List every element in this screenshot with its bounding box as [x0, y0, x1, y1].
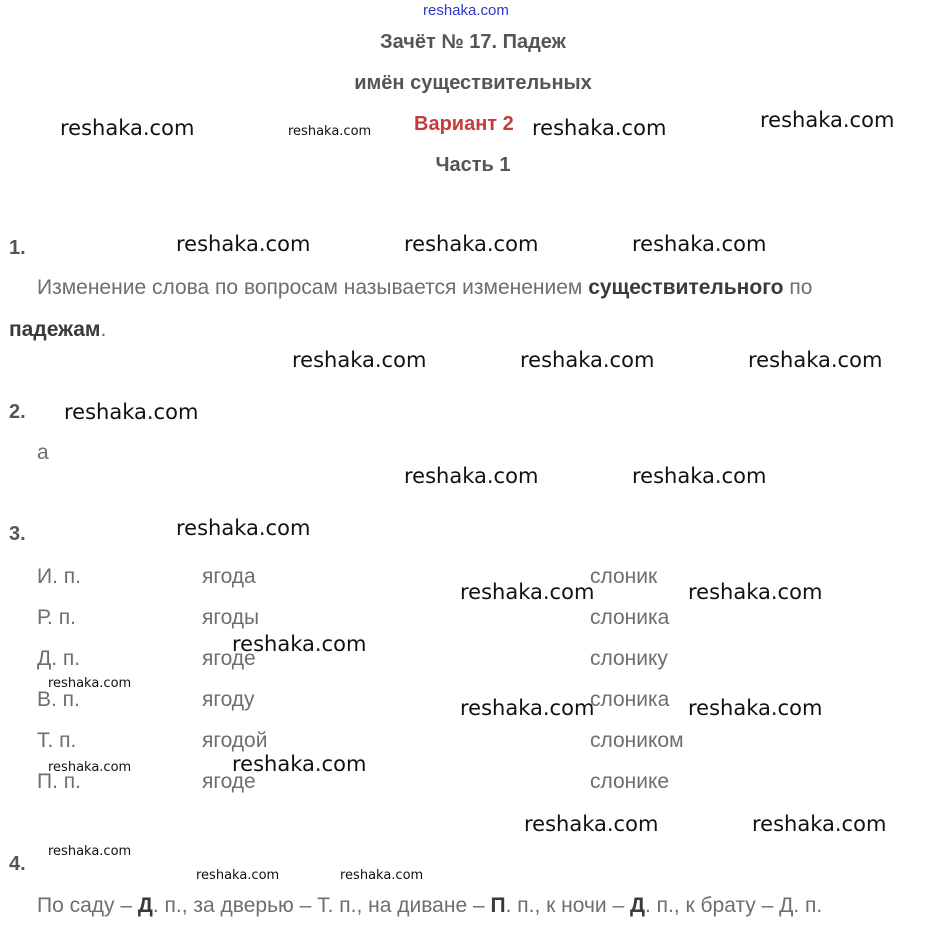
word-slonik: слонике — [590, 770, 670, 793]
watermark: reshaka.com — [232, 752, 367, 776]
case-label: П. п. — [37, 770, 81, 793]
watermark: reshaka.com — [688, 696, 823, 720]
word-yagoda: ягоды — [202, 606, 260, 629]
word-yagoda: ягодой — [202, 729, 268, 752]
watermark-small: reshaka.com — [48, 760, 132, 775]
question-1-line-1: Изменение слова по вопросам называется изменением существительного по — [37, 276, 813, 299]
watermark: reshaka.com — [748, 348, 883, 372]
question-1-number: 1. — [9, 237, 26, 259]
watermark: reshaka.com — [460, 580, 595, 604]
word-yagoda: ягода — [202, 565, 256, 588]
bold-word-noun: существительного — [588, 276, 784, 299]
watermark: reshaka.com — [632, 464, 767, 488]
watermark-top: reshaka.com — [423, 2, 509, 19]
watermark-small: reshaka.com — [196, 868, 280, 883]
case-label: Д. п. — [37, 647, 81, 670]
watermark-small: reshaka.com — [48, 676, 132, 691]
watermark: reshaka.com — [632, 232, 767, 256]
question-4-number: 4. — [9, 853, 26, 875]
watermark: reshaka.com — [752, 812, 887, 836]
part-label: Часть 1 — [435, 154, 511, 176]
watermark: reshaka.com — [520, 348, 655, 372]
word-yagoda: ягоде — [202, 770, 256, 793]
word-yagoda: ягоду — [202, 688, 255, 711]
watermark: reshaka.com — [60, 116, 195, 140]
question-2-answer: а — [37, 441, 49, 464]
word-slonik: слоником — [590, 729, 684, 752]
watermark: reshaka.com — [524, 812, 659, 836]
bold-word-cases: падежам — [9, 318, 101, 341]
word-slonik: слоник — [590, 565, 658, 588]
question-1-line-2: падежам. — [9, 318, 107, 341]
word-slonik: слоника — [590, 688, 670, 711]
question-4-answer: По саду – Д. п., за дверью – Т. п., на диване – П. п., к ночи – Д. п., к брату – Д. п. — [37, 894, 823, 917]
title-line-1: Зачёт № 17. Падеж — [380, 31, 566, 53]
question-2-number: 2. — [9, 401, 26, 423]
case-label: В. п. — [37, 688, 80, 711]
word-slonik: слонику — [590, 647, 668, 670]
question-3-number: 3. — [9, 523, 26, 545]
case-label: Р. п. — [37, 606, 76, 629]
watermark: reshaka.com — [532, 116, 667, 140]
case-label: И. п. — [37, 565, 81, 588]
watermark: reshaka.com — [292, 348, 427, 372]
case-label: Т. п. — [37, 729, 77, 752]
word-slonik: слоника — [590, 606, 670, 629]
watermark-small: reshaka.com — [288, 124, 372, 139]
watermark: reshaka.com — [404, 464, 539, 488]
watermark: reshaka.com — [232, 632, 367, 656]
watermark: reshaka.com — [404, 232, 539, 256]
watermark: reshaka.com — [760, 108, 895, 132]
variant-label: Вариант 2 — [414, 113, 514, 135]
title-line-2: имён существительных — [354, 72, 592, 94]
watermark-small: reshaka.com — [340, 868, 424, 883]
watermark: reshaka.com — [460, 696, 595, 720]
watermark: reshaka.com — [688, 580, 823, 604]
watermark: reshaka.com — [176, 232, 311, 256]
watermark: reshaka.com — [176, 516, 311, 540]
word-yagoda: ягоде — [202, 647, 256, 670]
watermark: reshaka.com — [64, 400, 199, 424]
watermark-small: reshaka.com — [48, 844, 132, 859]
